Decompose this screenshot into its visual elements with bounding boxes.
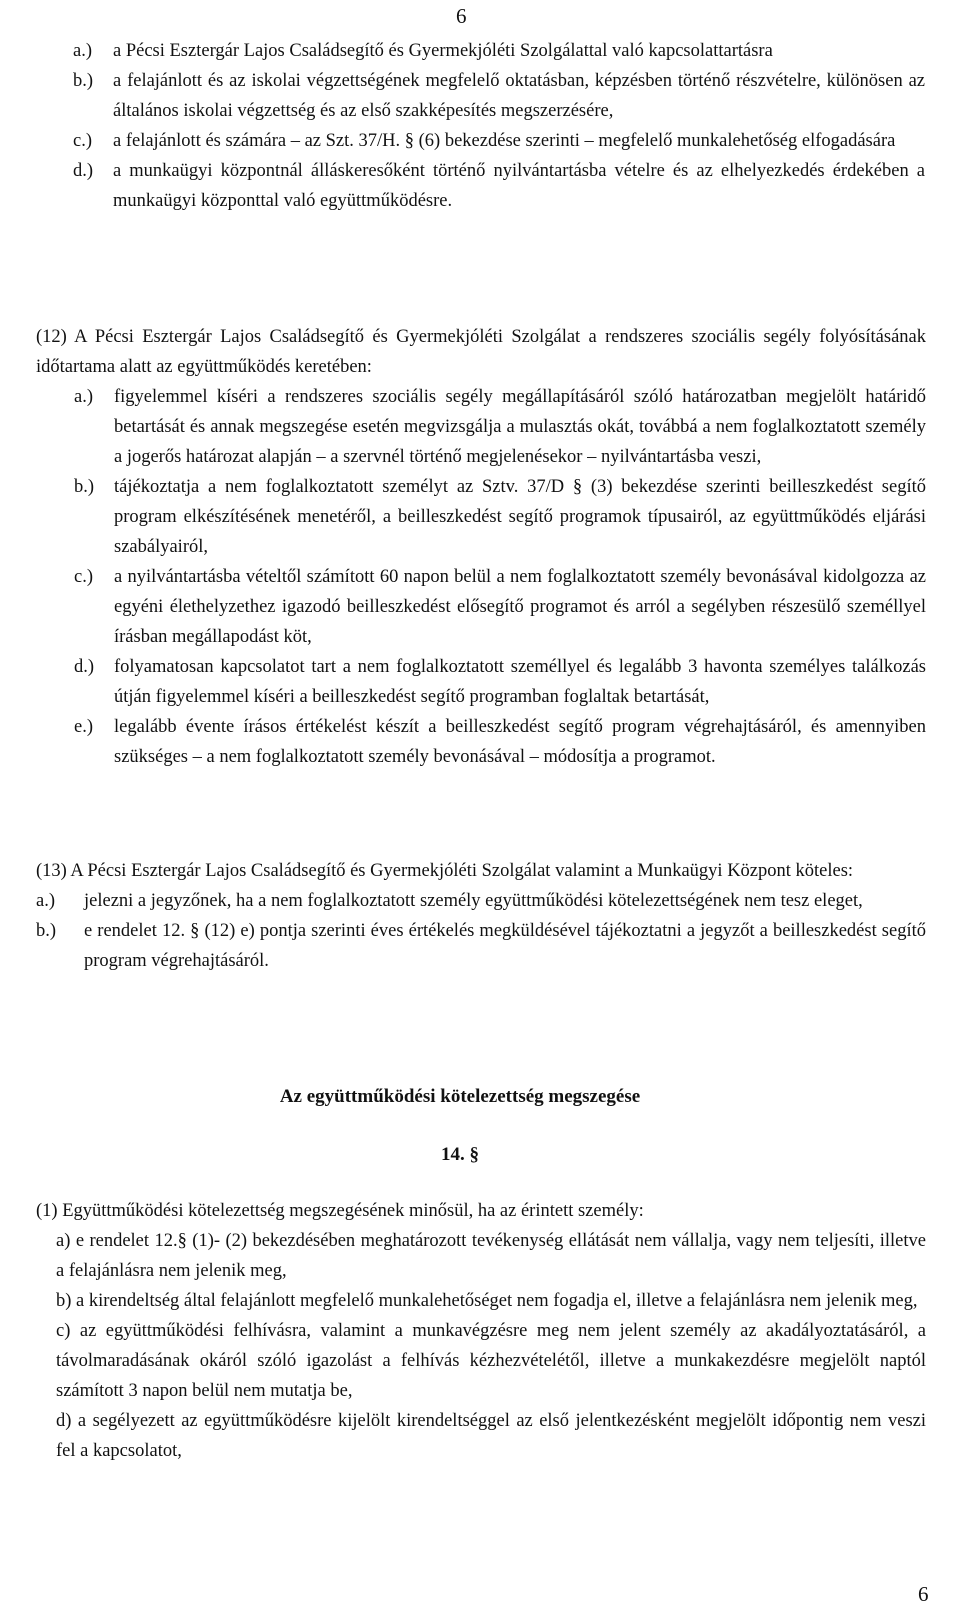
list-item [73,126,925,156]
paragraph-intro: (1) Együttműködési kötelezettség megszegésének minősül, ha az érintett személy: [36,1201,644,1221]
paragraph-12 [36,322,926,772]
item-body: a kirendeltség által felajánlott megfelelő munkalehetőséget nem fogadja el, illetve a felajánlásra nem jelenik meg, [76,1291,918,1311]
item-text [56,1316,926,1406]
list-item [73,36,925,66]
page-number-bottom: 6 [918,1582,929,1606]
list-item [36,886,926,916]
section-title: Az együttműködési kötelezettség megszegése [279,1086,641,1107]
item-text [56,1226,926,1286]
paragraph-14-1 [36,1196,926,1466]
paragraph-intro: (13) A Pécsi Esztergár Lajos Családsegítő és Gyermekjóléti Szolgálat valamint a Munkaügyi Központ köteles: [36,861,854,881]
top-list [73,36,925,216]
list-item [36,916,926,976]
list-item [73,66,925,126]
list-item [36,1286,926,1316]
item-label: c.) [73,131,92,151]
item-label: b.) [74,477,95,497]
item-label: b.) [36,921,57,941]
item-label: d.) [73,161,94,181]
item-label: d.) [74,657,95,677]
list-item [74,652,926,712]
item-text: a Pécsi Esztergár Lajos Családsegítő és Gyermekjóléti Szolgálattal való kapcsolattartásra [113,41,773,61]
list-item [74,712,926,772]
item-label: c.) [74,567,93,587]
item-label: e.) [74,717,93,737]
item-label: a.) [74,387,93,407]
list-item [36,1316,926,1406]
item-body: az együttműködési felhívásra, valamint a munkavégzésre meg nem jelent személy az akadályoztatásáról, a távolmaradásának okáról szóló igazolást a felhívás kézhezvételétől, illetve a munkakezdésre megjelölt naptól számított 3 napon belül nem mutatja be, [56,1321,927,1401]
item-text: jelezni a jegyzőnek, ha a nem foglalkoztatott személy együttműködési kötelezettségének nem tesz eleget, [84,891,863,911]
item-label: a) [56,1231,71,1251]
item-label: c) [56,1321,71,1341]
item-label: d) [56,1411,72,1431]
list-item [36,1406,926,1466]
paragraph-items [36,886,926,976]
item-label: b) [56,1291,72,1311]
item-text: a felajánlott és az iskolai végzettségének megfelelő oktatásban, képzésben történő részvételre, különösen az általános iskolai végzettség és az első szakképesítés megszerzésére, [113,71,925,121]
item-text: tájékoztatja a nem foglalkoztatott személyt az Sztv. 37/D § (3) bekezdése szerinti beilleszkedést segítő program elkészítésének menetéről, a beilleszkedést segítő programok típusairól, az együttműködés eljárási szabályairól, [114,477,926,557]
paragraph-items [36,382,926,772]
list-item [74,382,926,472]
item-text: figyelemmel kíséri a rendszeres szociális segély megállapításáról szóló határozatban megjelölt határidő betartását és annak megszegése esetén megvizsgálja a mulasztás okát, továbbá a nem foglalkoztatott személy a jogerős határozat alapján – a szervnél történő megjelenésekor – nyilvántartásba veszi, [114,387,926,467]
item-text: e rendelet 12. § (12) e) pontja szerinti éves értékelés megküldésével tájékoztatni a jegyzőt a beilleszkedést segítő program végrehajtásáról. [84,921,926,971]
item-text [56,1406,926,1466]
item-text: a felajánlott és számára – az Szt. 37/H. § (6) bekezdése szerinti – megfelelő munkalehetőség elfogadására [113,131,896,151]
paragraph-intro: (12) A Pécsi Esztergár Lajos Családsegítő és Gyermekjóléti Szolgálat a rendszeres szociális segély folyósításának időtartama alatt az együttműködés keretében: [36,327,926,377]
item-text: legalább évente írásos értékelést készít a beilleszkedést segítő program végrehajtásáról, és amennyiben szükséges – a nem foglalkoztatott személy bevonásával – módosítja a programot. [114,717,926,767]
item-body: e rendelet 12.§ (1)- (2) bekezdésében meghatározott tevékenység ellátását nem vállalja, vagy nem teljesíti, illetve a felajánlásra nem jelenik meg, [56,1231,926,1281]
list-item [74,562,926,652]
item-text: a nyilvántartásba vételtől számított 60 napon belül a nem foglalkoztatott személy bevonásával kidolgozza az egyéni élethelyzethez igazodó beilleszkedést elősegítő programot és arról a segélyben részesülő személlyel írásban megállapodást köt, [114,567,926,647]
list-item [36,1226,926,1286]
item-label: a.) [36,891,55,911]
item-text: folyamatosan kapcsolatot tart a nem foglalkoztatott személlyel és legalább 3 havonta személyes találkozás útján figyelemmel kíséri a beilleszkedést segítő programban foglaltak betartását, [114,657,926,707]
item-body: a segélyezett az együttműködésre kijelölt kirendeltséggel az első jelentkezésként megjelölt időpontig nem veszi fel a kapcsolatot, [56,1411,926,1461]
section-number: 14. § [441,1144,479,1165]
item-label: a.) [73,41,92,61]
paragraph-13 [36,856,926,976]
list-item [74,472,926,562]
item-label: b.) [73,71,94,91]
list-item [73,156,925,216]
item-text [56,1286,926,1316]
page-number-top: 6 [456,4,467,28]
item-text: a munkaügyi központnál álláskeresőként történő nyilvántartásba vételre és az elhelyezkedés érdekében a munkaügyi központtal való együttműködésre. [113,161,925,211]
